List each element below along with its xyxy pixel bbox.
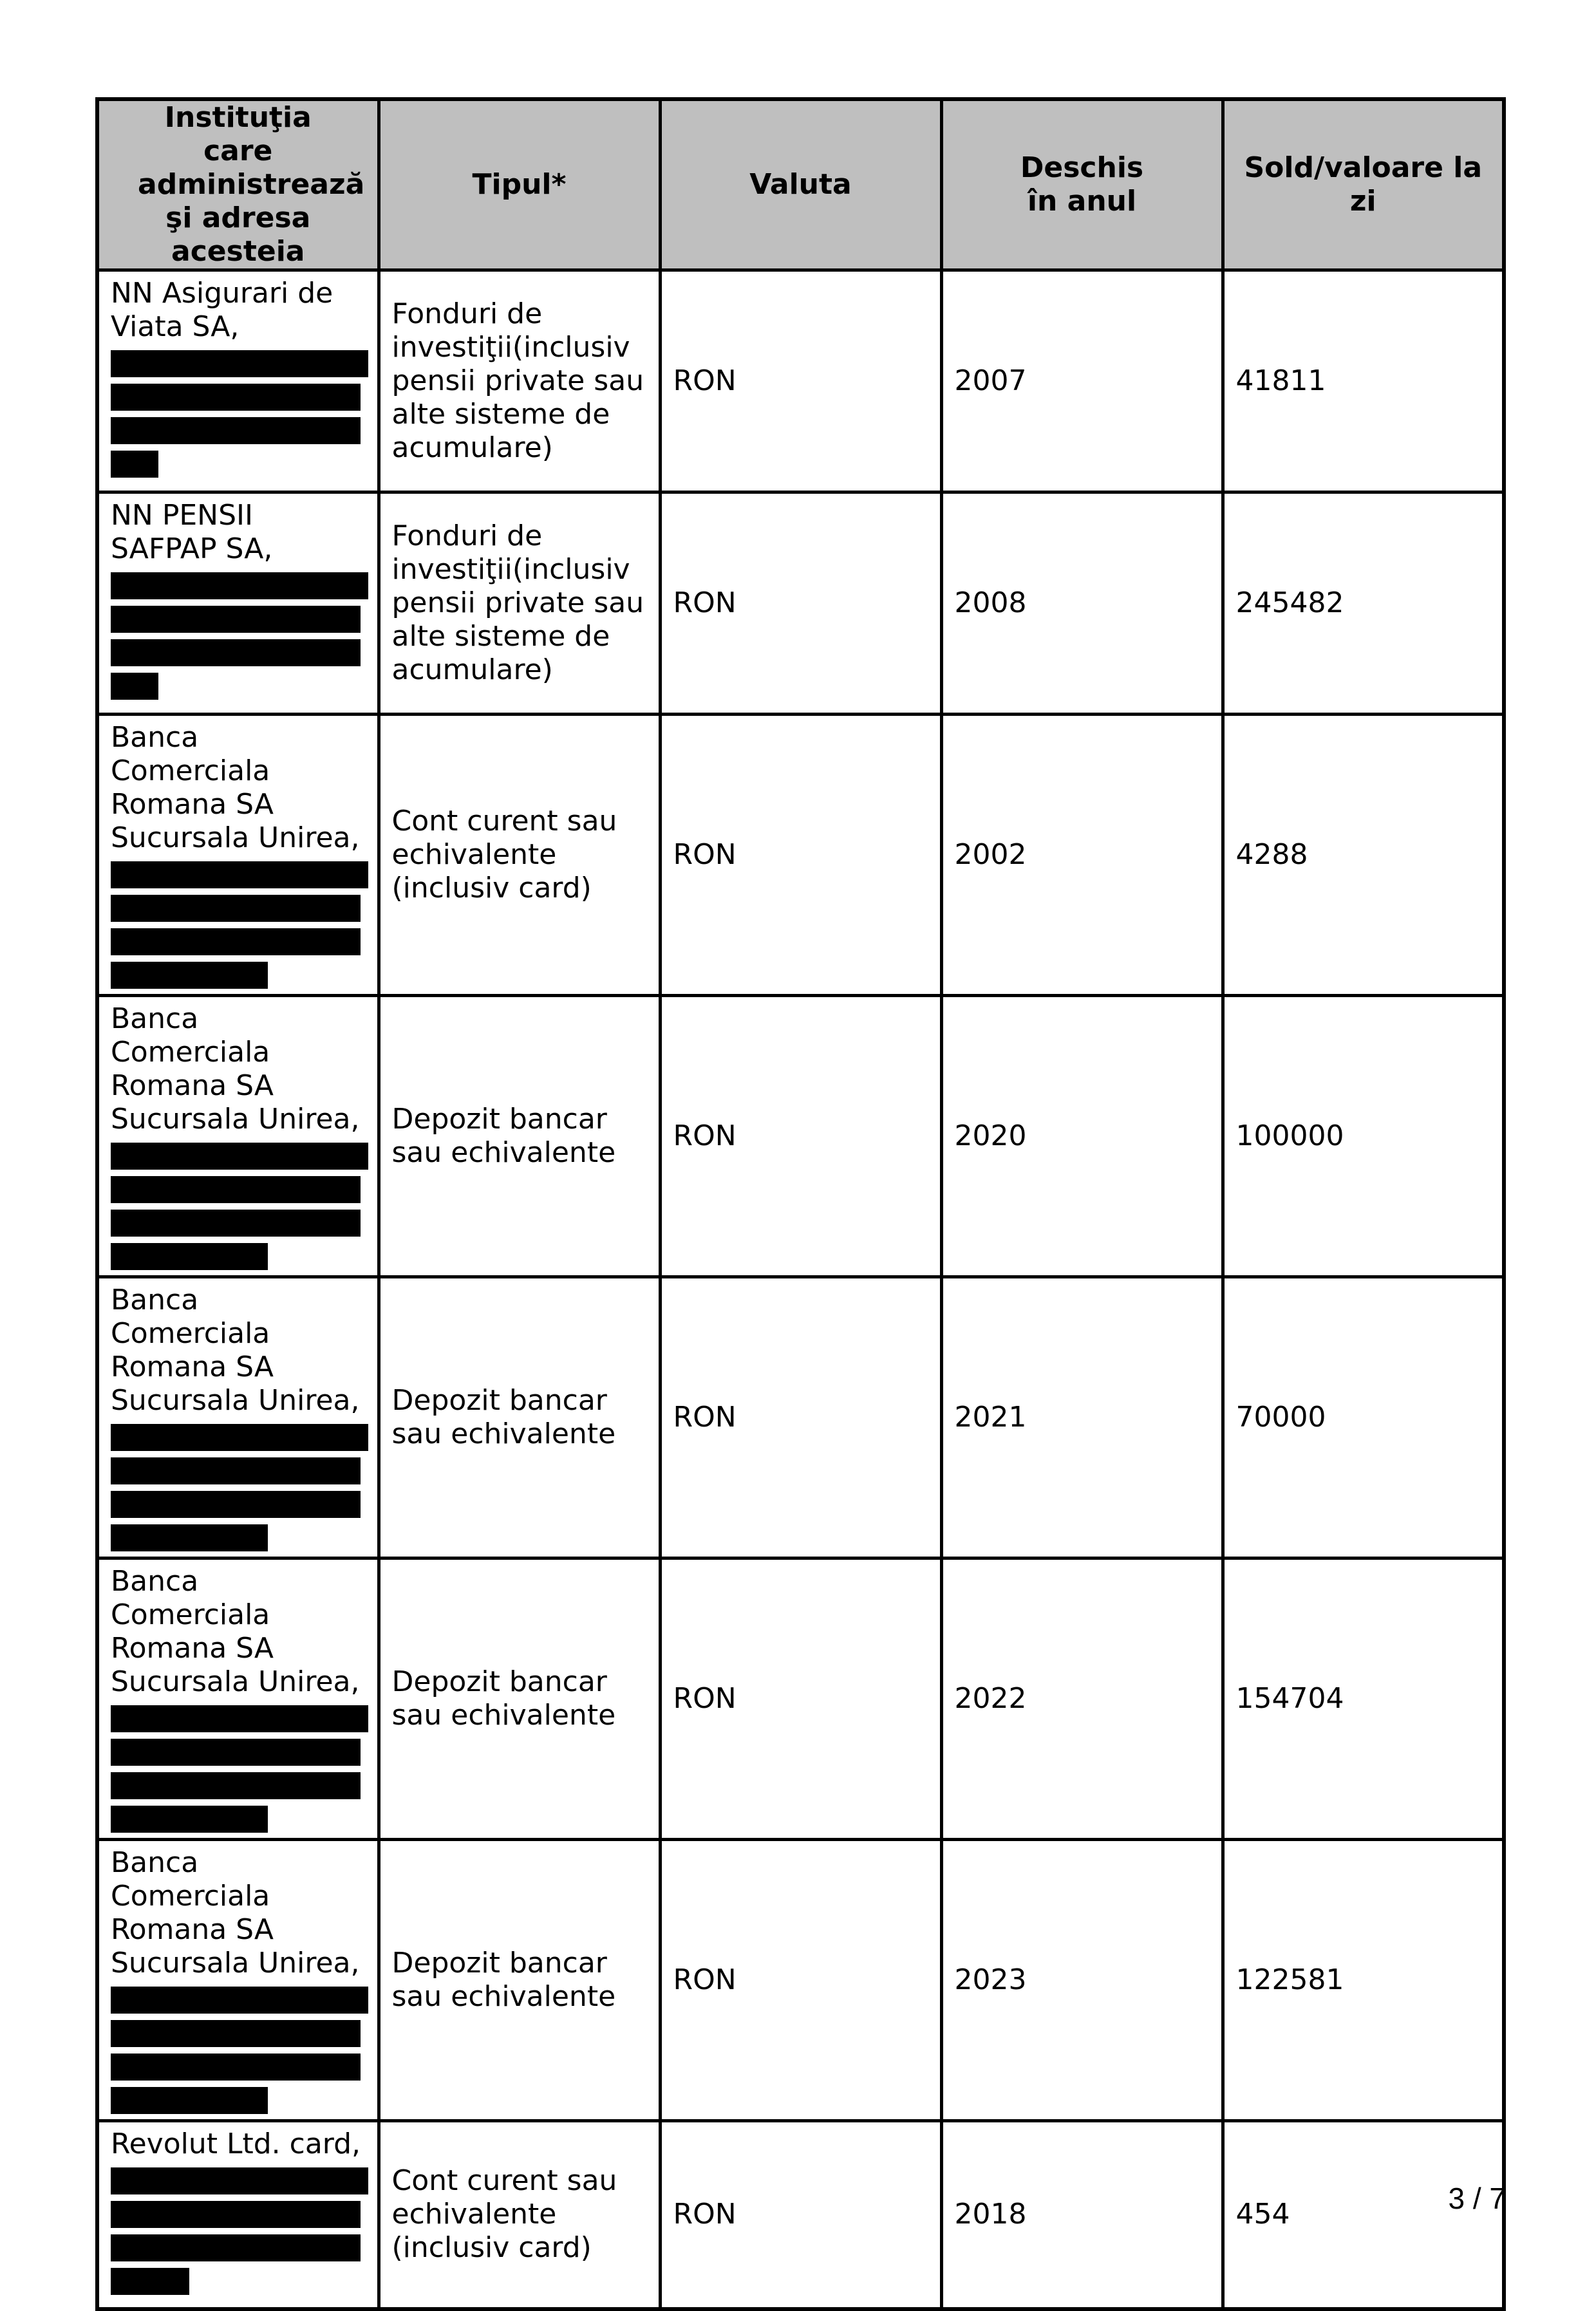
year-cell: 2023 xyxy=(941,1840,1223,2121)
table-row xyxy=(97,270,1504,492)
institution-name: NN PENSII SAFPAP SA, xyxy=(111,499,273,565)
redaction-bar xyxy=(111,2268,189,2295)
table-row xyxy=(97,1840,1504,2121)
table-row xyxy=(97,1558,1504,1840)
redaction-bar xyxy=(111,639,361,666)
institution-name: Banca Comerciala Romana SA Sucursala Unirea, xyxy=(111,1846,360,1979)
year-cell: 2018 xyxy=(941,2121,1223,2309)
institution-name: Banca Comerciala Romana SA Sucursala Unirea, xyxy=(111,1002,360,1136)
institution-name: Banca Comerciala Romana SA Sucursala Unirea, xyxy=(111,1565,360,1698)
type-cell: Cont curent sau echivalente (inclusiv card) xyxy=(379,715,660,996)
type-cell: Depozit bancar sau echivalente xyxy=(379,996,660,1277)
balance-cell: 122581 xyxy=(1223,1840,1504,2121)
redaction-bar xyxy=(111,1806,268,1833)
table-header-row xyxy=(97,99,1504,270)
balance-cell: 100000 xyxy=(1223,996,1504,1277)
table-row xyxy=(97,996,1504,1277)
redaction-bar xyxy=(111,1772,361,1799)
header-opened-year: Deschis în anul xyxy=(941,99,1223,270)
currency-cell: RON xyxy=(660,1558,941,1840)
redaction-bar xyxy=(111,2234,361,2261)
redaction-bar xyxy=(111,1491,361,1518)
balance-cell: 4288 xyxy=(1223,715,1504,996)
year-cell: 2008 xyxy=(941,492,1223,715)
institution-name: NN Asigurari de Viata SA, xyxy=(111,277,333,343)
redaction-bar xyxy=(111,1987,368,2014)
year-cell: 2022 xyxy=(941,1558,1223,1840)
redaction-bar xyxy=(111,2201,361,2228)
redaction-bar xyxy=(111,2087,268,2114)
redaction-bar xyxy=(111,1176,361,1203)
redaction-bar xyxy=(111,384,361,411)
redaction-bar xyxy=(111,1739,361,1766)
redaction-bar xyxy=(111,1210,361,1237)
institution-cell xyxy=(97,996,379,1277)
institution-cell xyxy=(97,492,379,715)
institution-name: Revolut Ltd. card, xyxy=(111,2128,361,2160)
type-cell: Depozit bancar sau echivalente xyxy=(379,1558,660,1840)
currency-cell: RON xyxy=(660,1840,941,2121)
balance-cell: 70000 xyxy=(1223,1277,1504,1558)
redaction-bar xyxy=(111,2020,361,2047)
currency-cell: RON xyxy=(660,1277,941,1558)
currency-cell: RON xyxy=(660,996,941,1277)
institution-cell xyxy=(97,715,379,996)
redaction-bar xyxy=(111,350,368,377)
redaction-bar xyxy=(111,1524,268,1551)
year-cell: 2007 xyxy=(941,270,1223,492)
institution-cell xyxy=(97,2121,379,2309)
year-cell: 2020 xyxy=(941,996,1223,1277)
redaction-bar xyxy=(111,861,368,888)
table-row xyxy=(97,715,1504,996)
balance-cell: 154704 xyxy=(1223,1558,1504,1840)
header-institution: Instituţia care administrează şi adresa acesteia xyxy=(97,99,379,270)
redaction-bar xyxy=(111,451,158,478)
table-row xyxy=(97,2121,1504,2309)
header-balance: Sold/valoare la zi xyxy=(1223,99,1504,270)
type-cell: Depozit bancar sau echivalente xyxy=(379,1840,660,2121)
redaction-bar xyxy=(111,2167,368,2194)
year-cell: 2002 xyxy=(941,715,1223,996)
institution-name: Banca Comerciala Romana SA Sucursala Unirea, xyxy=(111,721,360,854)
institution-cell xyxy=(97,1277,379,1558)
redaction-bar xyxy=(111,962,268,989)
type-cell: Fonduri de investiţii(inclusiv pensii private sau alte sisteme de acumulare) xyxy=(379,492,660,715)
balance-cell: 454 xyxy=(1223,2121,1504,2309)
currency-cell: RON xyxy=(660,492,941,715)
table-row xyxy=(97,1277,1504,1558)
redaction-bar xyxy=(111,895,361,922)
institution-cell xyxy=(97,270,379,492)
type-cell: Fonduri de investiţii(inclusiv pensii private sau alte sisteme de acumulare) xyxy=(379,270,660,492)
institution-name: Banca Comerciala Romana SA Sucursala Unirea, xyxy=(111,1284,360,1417)
redaction-bar xyxy=(111,1243,268,1270)
redaction-bar xyxy=(111,673,158,700)
institution-cell xyxy=(97,1558,379,1840)
redaction-bar xyxy=(111,1424,368,1451)
year-cell: 2021 xyxy=(941,1277,1223,1558)
redaction-bar xyxy=(111,1143,368,1170)
redaction-bar xyxy=(111,1705,368,1732)
balance-cell: 245482 xyxy=(1223,492,1504,715)
header-currency: Valuta xyxy=(660,99,941,270)
table-row xyxy=(97,492,1504,715)
balance-cell: 41811 xyxy=(1223,270,1504,492)
assets-table xyxy=(95,97,1506,2311)
currency-cell: RON xyxy=(660,270,941,492)
redaction-bar xyxy=(111,606,361,633)
redaction-bar xyxy=(111,1457,361,1484)
redaction-bar xyxy=(111,928,361,955)
redaction-bar xyxy=(111,572,368,599)
currency-cell: RON xyxy=(660,715,941,996)
redaction-bar xyxy=(111,2054,361,2081)
institution-cell xyxy=(97,1840,379,2121)
currency-cell: RON xyxy=(660,2121,941,2309)
type-cell: Depozit bancar sau echivalente xyxy=(379,1277,660,1558)
type-cell: Cont curent sau echivalente (inclusiv card) xyxy=(379,2121,660,2309)
page-number: 3 / 7 xyxy=(1448,2182,1506,2215)
header-type: Tipul* xyxy=(379,99,660,270)
redaction-bar xyxy=(111,417,361,444)
